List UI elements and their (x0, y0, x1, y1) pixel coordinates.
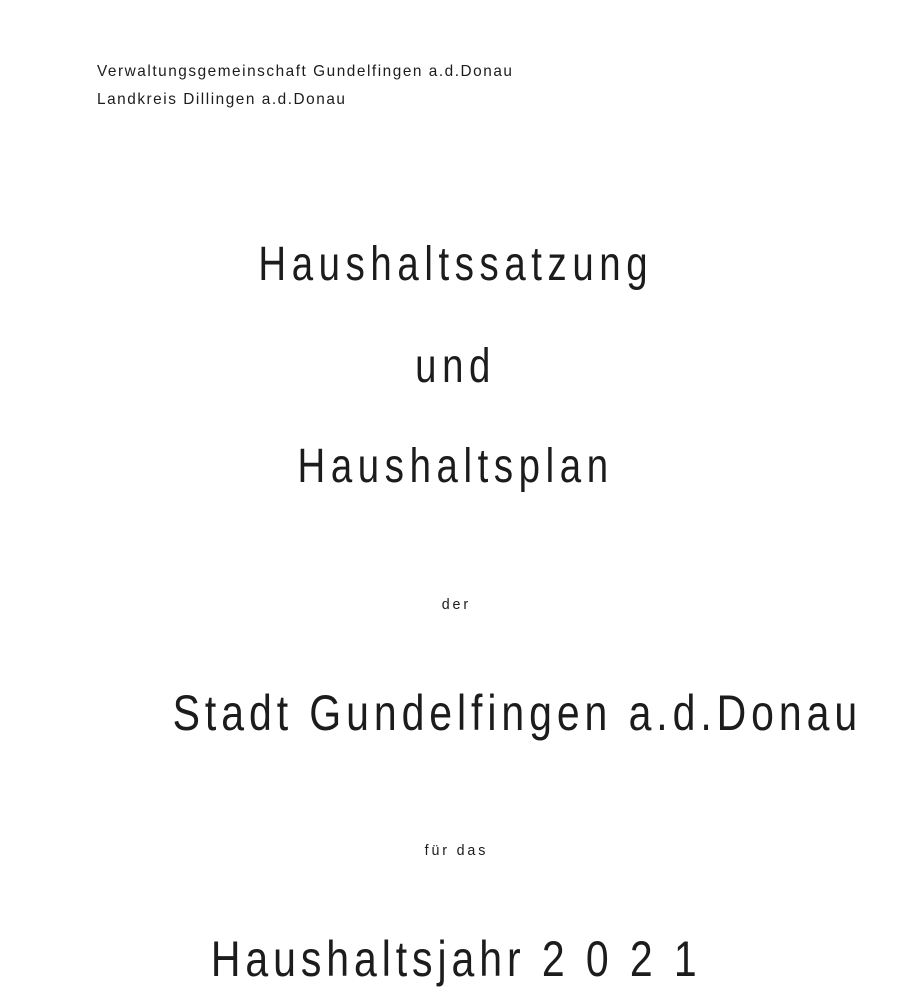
title-line-haushaltssatzung (97, 236, 815, 294)
budget-year-line-text: Haushaltsjahr 2 0 2 1 (210, 931, 702, 987)
title-line-haushaltssatzung-text: Haushaltssatzung (258, 238, 654, 291)
issuer-header (97, 58, 531, 114)
connector-fuer-das-text: für das (424, 842, 488, 859)
issuer-line-administration: Verwaltungsgemeinschaft Gundelfingen a.d.Donau (97, 63, 514, 80)
title-line-haushaltsplan-text: Haushaltsplan (297, 440, 615, 493)
issuer-line-district: Landkreis Dillingen a.d.Donau (97, 91, 347, 108)
title-connector-und-text: und (415, 340, 497, 393)
entity-name-text: Stadt Gundelfingen a.d.Donau (172, 685, 863, 741)
entity-name (97, 683, 863, 743)
connector-fuer-das (97, 842, 815, 860)
title-connector-und (97, 338, 815, 396)
budget-year-line (97, 929, 815, 989)
connector-der-text: der (441, 596, 471, 613)
connector-der (97, 596, 815, 614)
title-line-haushaltsplan (97, 438, 815, 496)
